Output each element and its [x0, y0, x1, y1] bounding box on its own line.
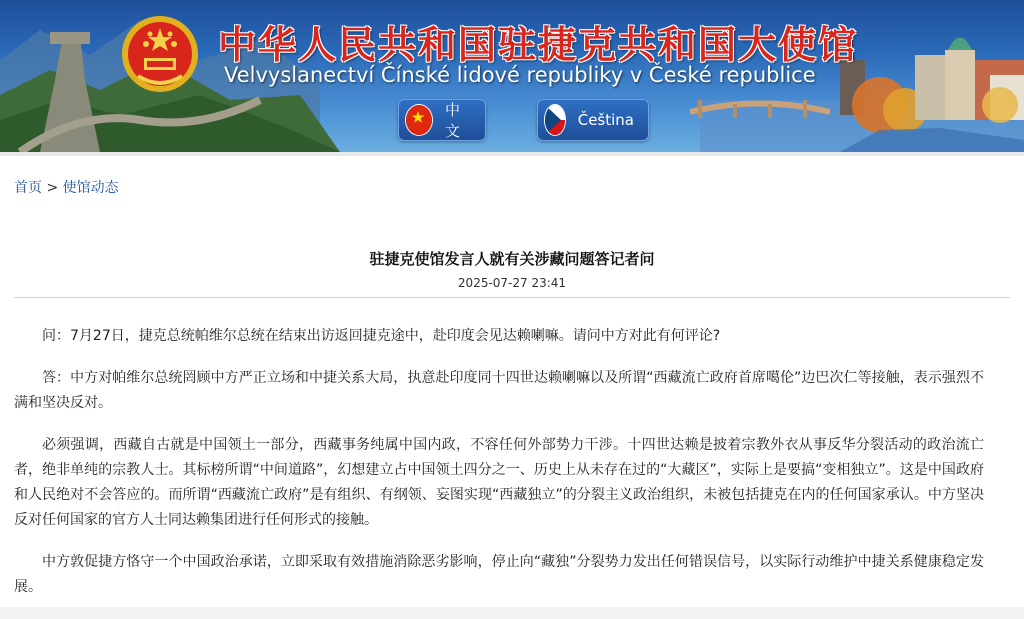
article-paragraph-answer: 答：中方对帕维尔总统罔顾中方严正立场和中捷关系大局，执意赴印度同十四世达赖喇嘛以及所谓“西藏流亡政府首席噶伦”边巴次仁等接触，表示强烈不满和坚决反对。 — [14, 370, 984, 411]
footer-strip — [0, 607, 1024, 619]
title-divider — [14, 297, 1010, 298]
czech-flag-icon — [544, 104, 566, 136]
article-date: 2025-07-27 23:41 — [457, 276, 567, 290]
language-czech-button[interactable] — [537, 99, 649, 141]
breadcrumb-separator: > — [46, 180, 59, 196]
embassy-title-czech: Velvyslanectví Čínské lidové republiky v České republice — [224, 63, 816, 87]
language-chinese-button[interactable] — [398, 99, 486, 141]
article-body — [14, 324, 984, 617]
article-paragraph-urge: 中方敦促捷方恪守一个中国政治承诺，立即采取有效措施消除恶劣影响，停止向“藏独”分裂势力发出任何错误信号，以实际行动维护中捷关系健康稳定发展。 — [14, 554, 984, 595]
breadcrumb-section-link[interactable]: 使馆动态 — [62, 180, 119, 196]
header-divider — [0, 152, 1024, 156]
article-paragraph-emphasis: 必须强调，西藏自古就是中国领土一部分，西藏事务纯属中国内政，不容任何外部势力干涉。十四世达赖是披着宗教外衣从事反华分裂活动的政治流亡者，绝非单纯的宗教人士。其标榜所谓“中间道路”，幻想建立占中国领土四分之一、历史上从未存在过的“大藏区”，实际上是要搞“变相独立”。这是中国政府和人民绝对不会答应的。而所谓“西藏流亡政府”是有组织、有纲领、妄图实现“西藏独立”的分裂主义政治组织，未被包括捷克在内的任何国家承认。中方坚决反对任何国家的官方人士同达赖集团进行任何形式的接触。 — [14, 437, 984, 528]
china-flag-icon — [405, 104, 433, 136]
breadcrumb — [14, 177, 119, 197]
header-banner — [0, 0, 1024, 152]
breadcrumb-home-link[interactable]: 首页 — [14, 180, 42, 196]
article-title: 驻捷克使馆发言人就有关涉藏问题答记者问 — [369, 250, 655, 268]
language-chinese-label: 中文 — [445, 101, 461, 140]
national-emblem-icon — [120, 14, 200, 94]
language-czech-label: Čeština — [577, 111, 634, 129]
article-paragraph-question: 问：7月27日，捷克总统帕维尔总统在结束出访返回捷克途中，赴印度会见达赖喇嘛。请问中方对此有何评论? — [42, 328, 721, 344]
embassy-title-chinese: 中华人民共和国驻捷克共和国大使馆 — [218, 22, 859, 67]
